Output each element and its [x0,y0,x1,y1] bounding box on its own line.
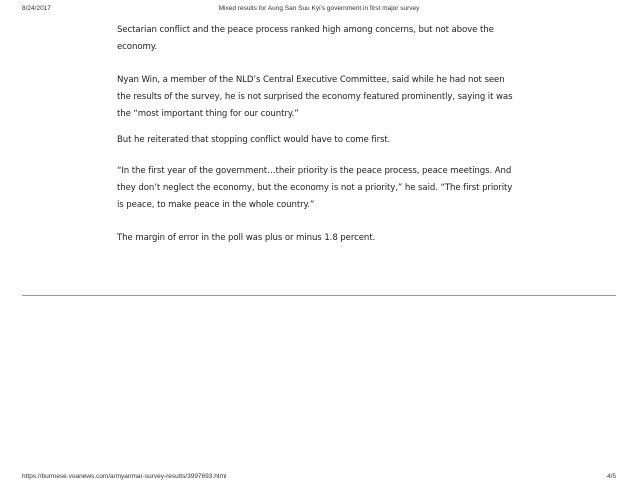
article-paragraph: “In the first year of the government…their priority is the peace process, peace meetings. And they don’t neglect the economy, but the economy is not a priority,” he said. “The first priority is peace, to make peace in the whole country.” [117,166,513,210]
print-footer [0,473,638,485]
page-number: 4/5 [606,473,616,480]
article-paragraph: The margin of error in the poll was plus or minus 1.8 percent. [117,233,376,243]
article-paragraph: Sectarian conflict and the peace process ranked high among concerns, but not above the economy. [117,25,494,52]
print-url: https://burmese.voanews.com/a/myanmar-survey-results/3997693.html [22,473,227,480]
horizontal-divider [22,295,616,296]
article-paragraph: Nyan Win, a member of the NLD’s Central Executive Committee, said while he had not seen the results of the survey, he is not surprised the economy featured prominently, saying it was the “most important thing for our country.” [117,75,513,119]
article-paragraph: But he reiterated that stopping conflict would have to come first. [117,135,391,145]
print-header [0,5,638,17]
print-title: Mixed results for Aung San Suu Kyi’s government in first major survey [218,5,420,12]
print-date: 8/24/2017 [22,5,51,12]
